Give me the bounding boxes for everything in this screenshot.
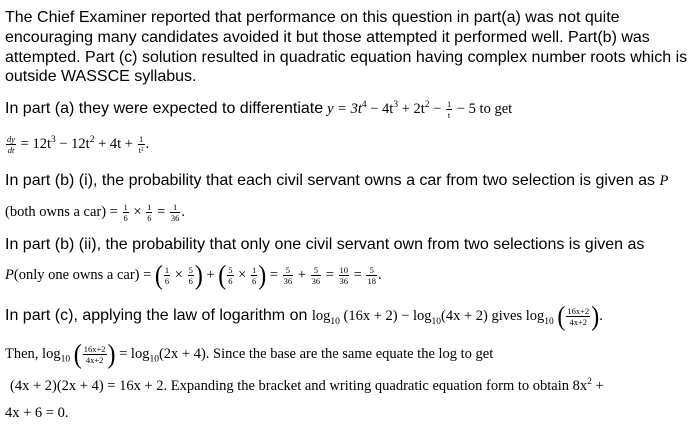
intro-line-1: The Chief Examiner reported that performance on this question in part(a) was not quite <box>5 9 620 26</box>
intro-line-2: encouraging many candidates avoided it but those attempted it performed well. Part(b) was <box>5 29 650 46</box>
dy-dt-fraction: $\frac{dy}{dt}$ <box>7 134 16 155</box>
y-equation: $y = 3t^4 - 4t^3 + 2t^2$ − $\frac{1}{t}$ − 5 to get <box>327 99 513 121</box>
part-c-text: In part (c), applying the law of logarithm on <box>5 307 312 324</box>
fraction-1-over-t2: $\frac{1}{\text{t²}}$ <box>138 134 144 155</box>
intro-line-4: outside WASSCE syllabus. <box>5 68 197 85</box>
part-a-intro: In part (a) they were expected to differentiate <box>5 100 324 117</box>
part-b2-text: In part (b) (ii), the probability that only one civil servant own from two selections is given as <box>5 236 645 253</box>
fraction-1-over-t: $\frac{1}{t}$ <box>446 99 452 121</box>
part-b2-equation: P(only one owns a car) = ( $\frac{1}{6}$ × $\frac{5}{6}$ ) + ( $\frac{5}{6}$ × $\frac{1}{6}$ ) = $\frac{5}{36}$ + $\frac{5}{36}$ = $\frac{10}{36}$ = $\frac{5}{18}$ . <box>5 260 382 291</box>
part-c-line <box>5 301 603 332</box>
part-b1-text: In part (b) (i), the probability that each civil servant owns a car from two selection is given as <box>5 172 660 189</box>
final-equation: 4x + 6 = 0. <box>5 405 69 421</box>
quadratic-line: (4x + 2)(2x + 4) = 16x + 2. Expanding the bracket and writing quadratic equation form to obtain $8x^2$ + <box>10 377 604 394</box>
derivative-line: $\frac{dy}{dt}$ = $12t^3 - 12t^2 + 4t$ + $\frac{1}{\text{t²}}$ . <box>7 134 150 155</box>
part-a-line <box>5 99 512 120</box>
part-b1-line: In part (b) (i), the probability that each civil servant owns a car from two selection is given as P <box>5 172 669 189</box>
log-expression: $\log_{10} (16x + 2) - \log_{10}(4x + 2)$ gives $\log_{10}$ ( $\frac{16x+2}{4x+2}$ ). <box>311 301 603 332</box>
intro-line-3: attempted. Part (c) solution resulted in quadratic equation having complex number roots which is <box>5 49 688 66</box>
part-c-then-line: Then, $\log_{10}$ ( $\frac{16x+2}{4x+2}$ ) = $\log_{10}(2x + 4)$. Since the base are the same equate the log to get <box>5 339 494 370</box>
part-b1-equation: (both owns a car) = $\frac{1}{6}$ × $\frac{1}{6}$ = $\frac{1}{36}$ . <box>5 202 185 223</box>
